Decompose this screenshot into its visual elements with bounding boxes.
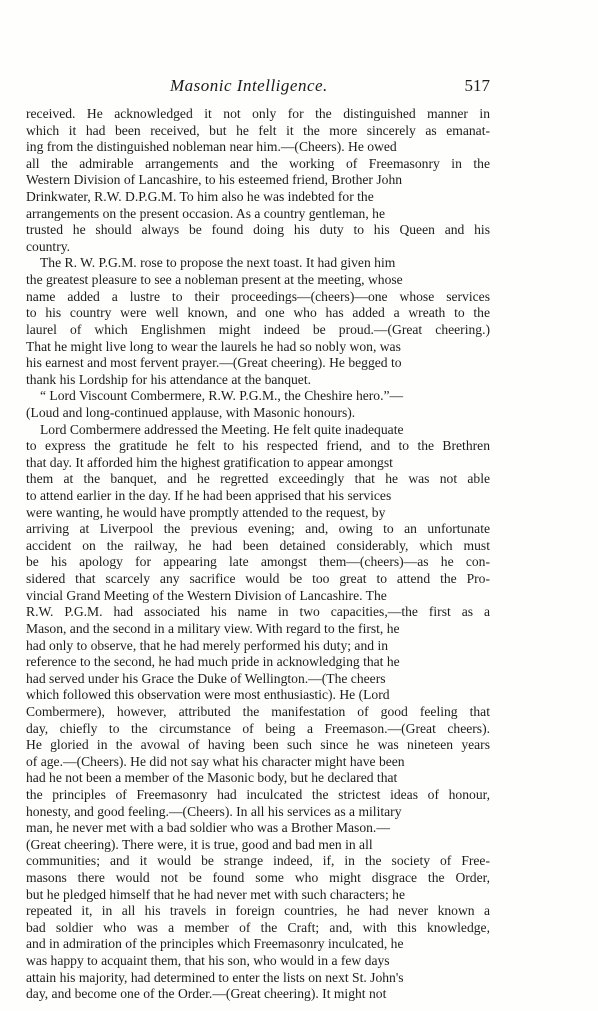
text-line: The R. W. P.G.M. rose to propose the next toast. It had given him [40,255,396,271]
text-line: accident on the railway, he had been detained considerably, which must [26,537,490,553]
text-line: R.W. P.G.M. had associated his name in two capacities,—the first as a [26,604,490,620]
text-line: laurel of which Englishmen might indeed be proud.—(Great cheering.) [26,321,490,337]
text-line: That he might live long to wear the laurels he had so nobly won, was [26,338,401,354]
text-line: which followed this observation were most enthusiastic). He (Lord [26,687,390,703]
text-line: to attend earlier in the day. If he had been apprised that his services [26,488,392,504]
text-line: reference to the second, he had much pride in acknowledging that he [26,654,400,670]
running-title: Masonic Intelligence. [170,76,328,95]
text-line: country. [26,238,71,254]
text-line: the greatest pleasure to see a nobleman present at the meeting, whose [26,272,403,288]
text-line: arriving at Liverpool the previous evening; and, owing to an unfortunate [26,521,490,537]
text-line: Drinkwater, R.W. D.P.G.M. To him also he was indebted for the [26,189,374,205]
text-line: Lord Combermere addressed the Meeting. He felt quite inadequate [40,421,404,437]
text-line: was happy to acquaint them, that his son, who would in a few days [26,953,390,969]
text-line: of age.—(Cheers). He did not say what his character might have been [26,753,405,769]
text-line: (Loud and long-continued applause, with Masonic honours). [26,404,356,420]
text-line: bad soldier who was a member of the Craft; and, with this knowledge, [26,919,490,935]
text-line: to his country were well known, and one who has added a wreath to the [26,305,490,321]
text-line: that day. It afforded him the highest gratification to appear amongst [26,454,393,470]
text-line: them at the banquet, and he regretted exceedingly that he was not able [26,471,490,487]
text-line: vincial Grand Meeting of the Western Division of Lancashire. The [26,587,387,603]
text-line: received. He acknowledged it not only for the distinguished manner in [26,106,490,121]
text-line: day, and become one of the Order.—(Great cheering). It might not [26,986,387,1002]
text-line: had served under his Grace the Duke of Wellington.—(The cheers [26,670,386,686]
text-line: which it had been received, but he felt it the more sincerely as emanat- [26,122,490,138]
text-line: He gloried in the avowal of having been such since he was nineteen years [26,737,490,753]
text-line: Mason, and the second in a military view. With regard to the first, he [26,620,400,636]
text-line: Combermere), however, attributed the manifestation of good feeling that [26,703,490,719]
text-line: all the admirable arrangements and the working of Freemasonry in the [26,155,490,171]
text-line: but he pledged himself that he had never met with such characters; he [26,886,405,902]
text-line: had only to observe, that he had merely performed his duty; and in [26,637,389,653]
page-number: 517 [464,76,490,95]
text-line: day, chiefly to the circumstance of being a Freemason.—(Great cheers). [26,720,490,736]
text-line: masons there would not be found some who might disgrace the Order, [26,870,490,886]
text-line: sidered that scarcely any sacrifice would be too great to attend the Pro- [26,571,490,587]
text-line: repeated it, in all his travels in foreign countries, he had never known a [26,903,490,919]
text-line: thank his Lordship for his attendance at the banquet. [26,371,312,387]
text-line: to express the gratitude he felt to his respected friend, and to the Brethren [26,438,490,454]
text-line: arrangements on the present occasion. As a country gentleman, he [26,205,385,221]
text-line: honesty, and good feeling.—(Cheers). In all his services as a military [26,803,402,819]
page-header [30,76,490,98]
text-line: (Great cheering). There were, it is true, good and bad men in all [26,836,373,852]
text-line: were wanting, he would have promptly attended to the request, by [26,504,386,520]
text-line: communities; and it would be strange indeed, if, in the society of Free- [26,853,490,869]
text-line: be his apology for appearing late amongst them—(cheers)—as he con- [26,554,490,570]
text-line: attain his majority, had determined to enter the lists on next St. John's [26,969,404,985]
body-text [26,106,490,1003]
text-line: had he not been a member of the Masonic body, but he declared that [26,770,398,786]
text-line: name added a lustre to their proceedings—(cheers)—one whose services [26,288,490,304]
text-line: ing from the distinguished nobleman near him.—(Cheers). He owed [26,139,397,155]
text-line: and in admiration of the principles which Freemasonry inculcated, he [26,936,404,952]
text-line: “ Lord Viscount Combermere, R.W. P.G.M., the Cheshire hero.”— [40,388,404,404]
text-line: Western Division of Lancashire, to his esteemed friend, Brother John [26,172,403,188]
text-line: man, he never met with a bad soldier who was a Brother Mason.— [26,820,390,836]
text-line: the principles of Freemasonry had inculcated the strictest ideas of honour, [26,786,490,802]
text-line: his earnest and most fervent prayer.—(Great cheering). He begged to [26,355,402,371]
text-line: trusted he should always be found doing his duty to his Queen and his [26,222,490,238]
